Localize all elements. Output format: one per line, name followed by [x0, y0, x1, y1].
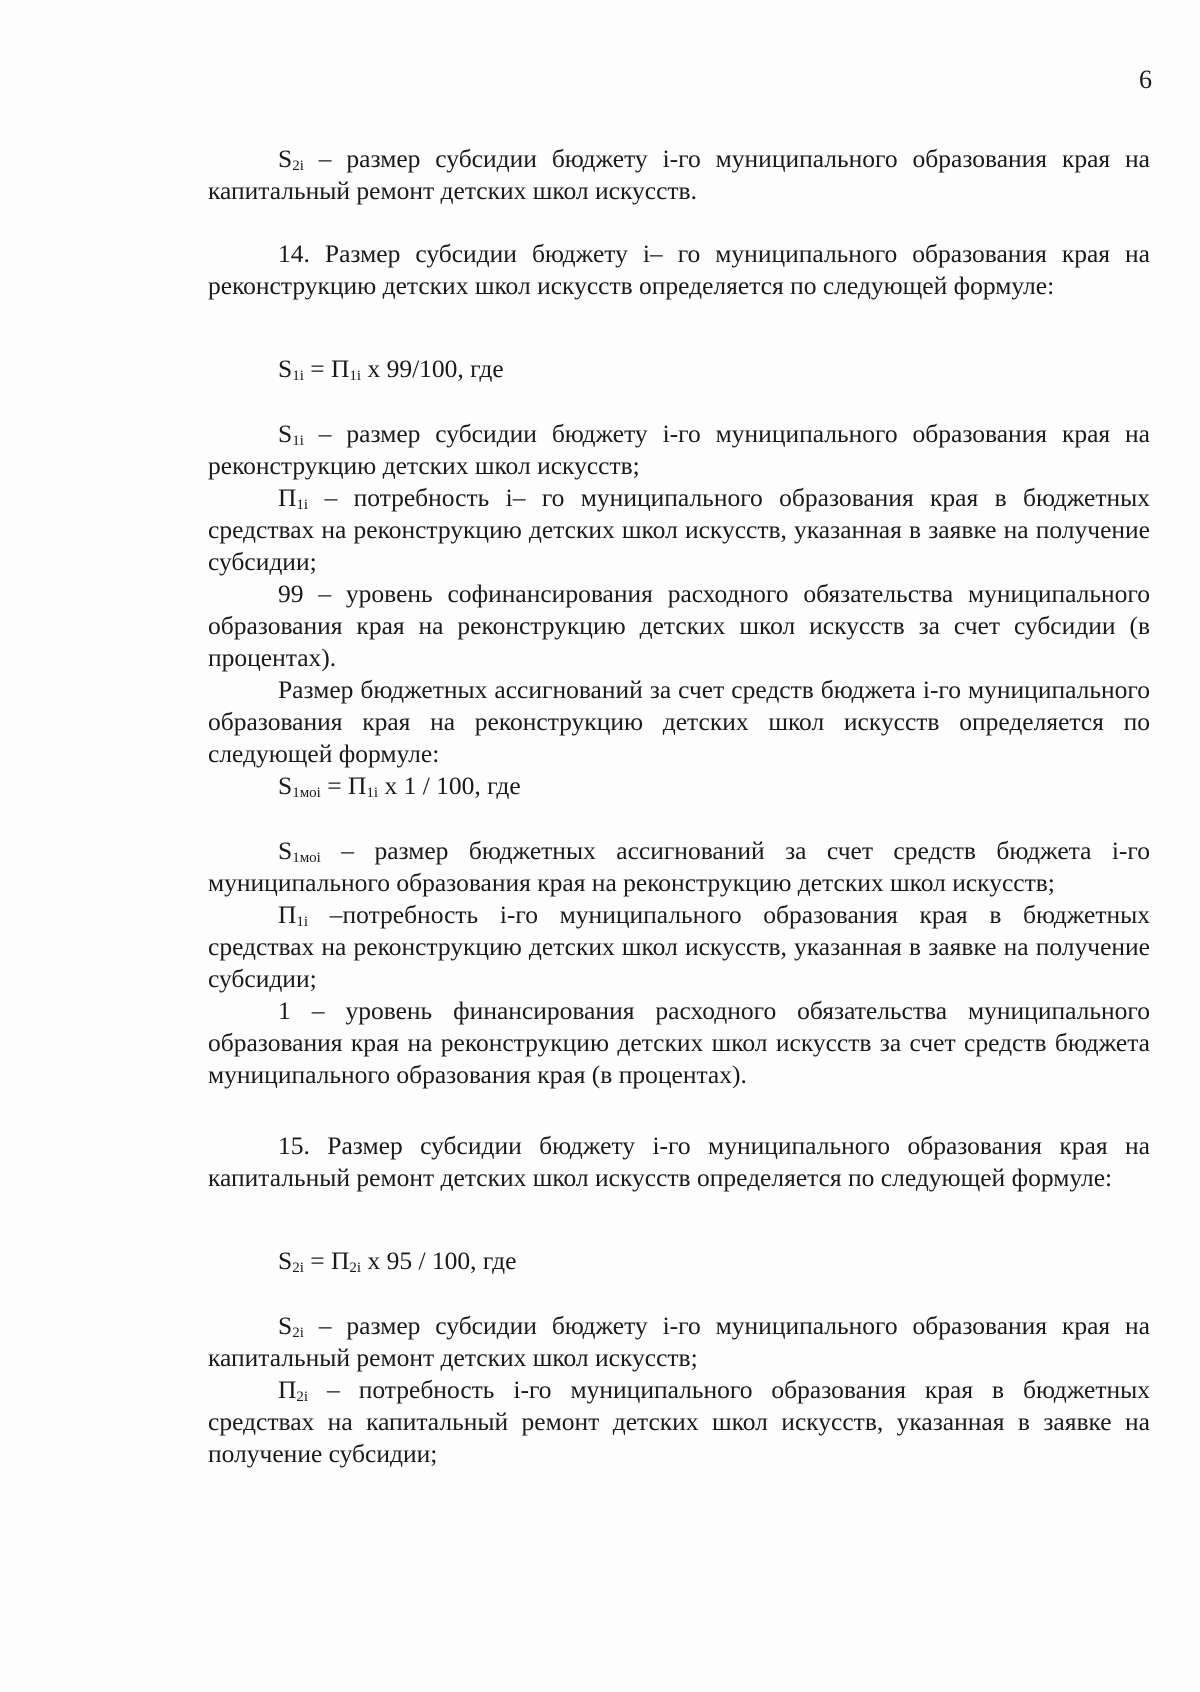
section-14: [208, 238, 1150, 302]
symbol: S: [278, 1311, 293, 1340]
formula-symbol: S: [278, 1246, 293, 1275]
symbol: S: [278, 419, 293, 448]
definition-text: – потребность i– го муниципального образования края в бюджетных средствах на реконструкцию детских школ искусств, указанная в заявке на получение субсидии;: [208, 483, 1150, 576]
symbol: П: [278, 483, 297, 512]
definition-99: 99 – уровень софинансирования расходного обязательства муниципального образования края на реконструкцию детских школ искусств за счет субсидии (в процентах).: [208, 579, 1150, 672]
formula-tail: х 1 / 100, где: [378, 771, 521, 800]
formula-subscript: 1i: [349, 368, 362, 384]
definition-s1moi: [208, 835, 1150, 899]
formula-subscript: 1i: [292, 368, 304, 384]
formula-s1i: [208, 353, 1150, 385]
formula-subscript: 1мoi: [292, 785, 321, 801]
definition-p2i: [208, 1374, 1150, 1470]
formula-s2i: [208, 1245, 1150, 1277]
definition-text: – размер бюджетных ассигнований за счет средств бюджета i-го муниципального образования края на реконструкцию детских школ искусств;: [208, 836, 1150, 897]
definition-s2i-top: [208, 143, 1150, 207]
formula-subscript: 2i: [349, 1260, 362, 1276]
section-14-text: 14. Размер субсидии бюджету i– го муниципального образования края на реконструкцию детских школ искусств определяется по следующей формуле:: [208, 239, 1150, 300]
formula-s1moi: [208, 770, 1150, 802]
definitions-group-2: [208, 835, 1150, 1091]
subscript: 2i: [296, 1389, 309, 1405]
subscript: 2i: [292, 1325, 304, 1341]
formula-tail: х 99/100, где: [361, 354, 504, 383]
definition-text: – размер субсидии бюджету i-го муниципального образования края на капитальный ремонт детских школ искусств;: [208, 1311, 1150, 1372]
definition-text: – размер субсидии бюджету i-го муниципального образования края на реконструкцию детских школ искусств;: [208, 419, 1150, 480]
formula-mid: = П: [303, 354, 350, 383]
definitions-group-1: [208, 418, 1150, 770]
formula-mid: = П: [320, 771, 367, 800]
section-15: [208, 1130, 1150, 1194]
formula-mid: = П: [303, 1246, 350, 1275]
formula-subscript: 2i: [292, 1260, 304, 1276]
page-number: 6: [1139, 65, 1152, 94]
definitions-group-3: [208, 1310, 1150, 1470]
subscript: 2i: [292, 158, 304, 174]
formula-symbol: S: [278, 771, 293, 800]
definition-text: – потребность i-го муниципального образования края в бюджетных средствах на капитальный ремонт детских школ искусств, указанная в заявке на получение субсидии;: [208, 1375, 1150, 1468]
definition-p1i: [208, 482, 1150, 578]
definition-1: 1 – уровень финансирования расходного обязательства муниципального образования края на реконструкцию детских школ искусств за счет средств бюджета муниципального образования края (в процентах).: [208, 996, 1150, 1089]
symbol: S: [278, 144, 293, 173]
symbol: П: [278, 1375, 297, 1404]
definition-s2i: [208, 1310, 1150, 1374]
definition-text: –потребность i-го муниципального образования края в бюджетных средствах на реконструкцию детских школ искусств, указанная в заявке на получение субсидии;: [208, 900, 1150, 993]
definition-text: – размер субсидии бюджету i-го муниципального образования края на капитальный ремонт детских школ искусств.: [208, 144, 1150, 205]
symbol: S: [278, 836, 293, 865]
subscript: 1мoi: [292, 850, 321, 866]
symbol: П: [278, 900, 297, 929]
subscript: 1i: [292, 433, 304, 449]
formula-tail: х 95 / 100, где: [361, 1246, 517, 1275]
definition-s1i: [208, 418, 1150, 482]
formula-symbol: S: [278, 354, 293, 383]
section-15-text: 15. Размер субсидии бюджету i-го муниципального образования края на капитальный ремонт детских школ искусств определяется по следующей формуле:: [208, 1131, 1150, 1192]
subscript: 1i: [296, 914, 309, 930]
formula-subscript: 1i: [366, 785, 379, 801]
subscript: 1i: [296, 497, 309, 513]
budget-allocation-paragraph: Размер бюджетных ассигнований за счет средств бюджета i-го муниципального образования края на реконструкцию детских школ искусств определяется по следующей формуле:: [208, 675, 1150, 768]
definition-p1i-second: [208, 899, 1150, 995]
